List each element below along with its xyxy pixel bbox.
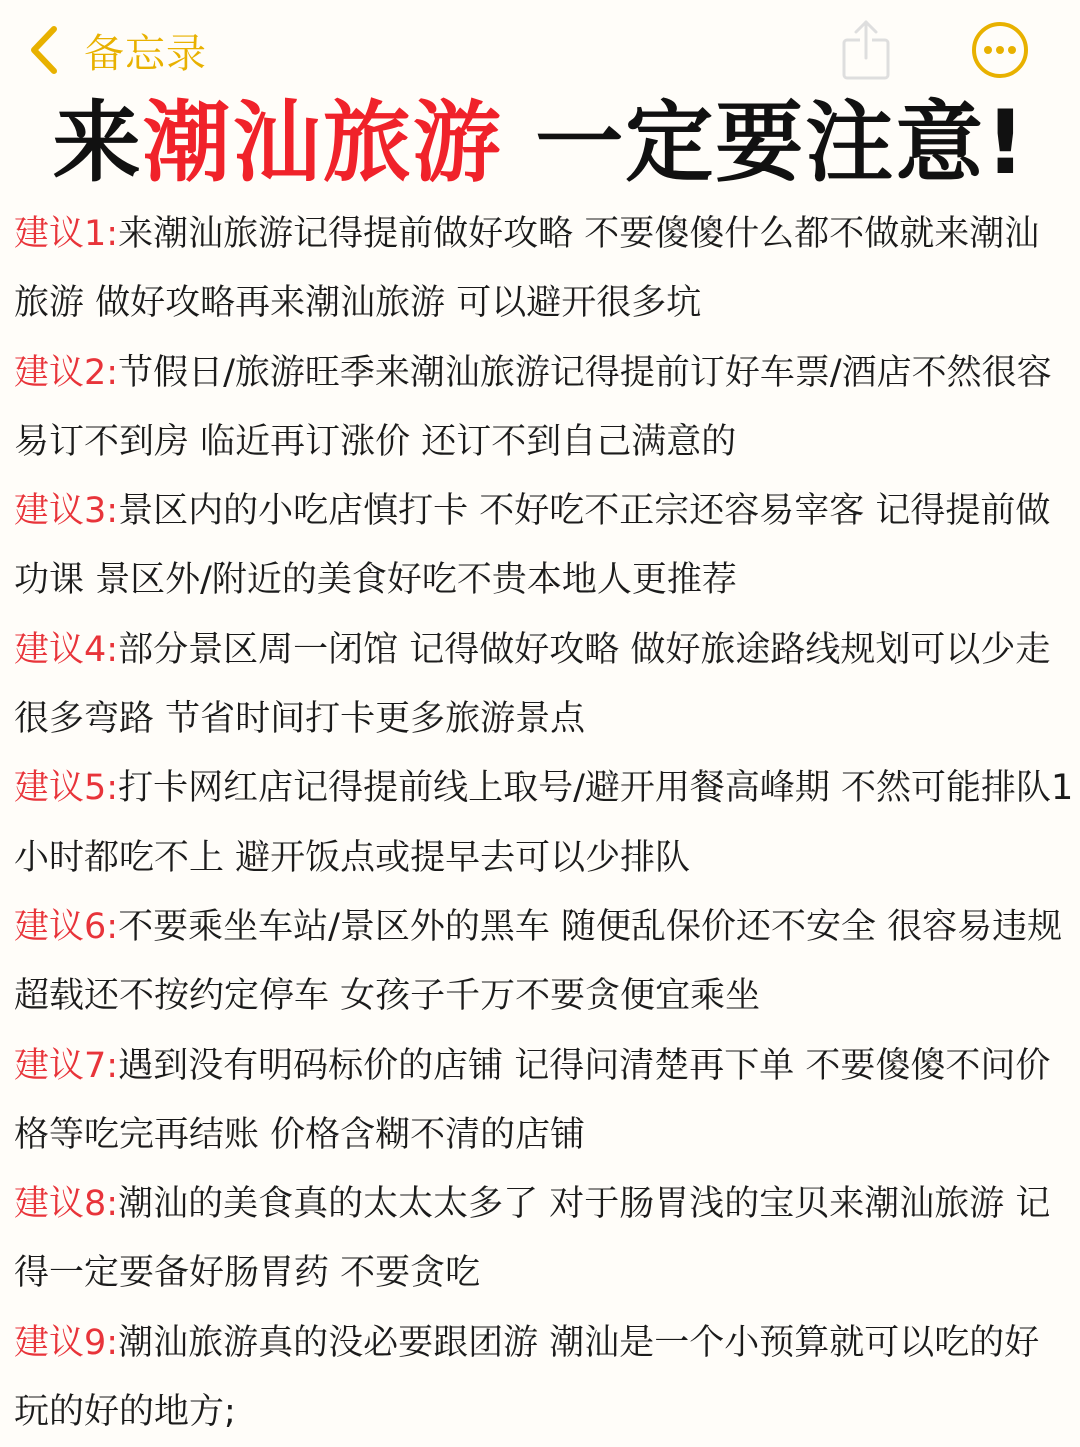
tip-label: 建议1:	[14, 214, 119, 254]
tip-label: 建议8:	[14, 1184, 119, 1225]
tip-text: 遇到没有明码标价的店铺 记得问清楚再下单 不要傻傻不问价格等吃完再结账 价格含糊不清的店铺	[14, 1045, 1051, 1155]
tip-item-7	[14, 1032, 1074, 1171]
tip-label: 建议4:	[14, 629, 119, 670]
tip-label: 建议5:	[14, 768, 119, 809]
tip-item-2	[14, 339, 1074, 478]
title-part-1: 来	[52, 91, 143, 194]
tip-label: 建议7:	[14, 1045, 119, 1086]
tip-text: 节假日/旅游旺季来潮汕旅游记得提前订好车票/酒店不然很容易订不到房 临近再订涨价 还订不到自己满意的	[14, 352, 1052, 462]
title-part-3: 一定要注意!	[502, 91, 1028, 194]
more-icon[interactable]	[970, 20, 1030, 80]
tip-text: 部分景区周一闭馆 记得做好攻略 做好旅途路线规划可以少走很多弯路 节省时间打卡更多旅游景点	[14, 629, 1051, 740]
title-highlight: 潮汕旅游	[142, 91, 503, 194]
tip-text: 来潮汕旅游记得提前做好攻略 不要傻傻什么都不做就来潮汕旅游 做好攻略再来潮汕旅游 可以避开很多坑	[14, 214, 1040, 324]
tip-item-5	[14, 754, 1074, 893]
tip-label: 建议9:	[14, 1322, 119, 1363]
back-label: 备忘录	[84, 30, 207, 77]
tip-label: 建议2:	[14, 352, 119, 393]
page-title	[0, 88, 1080, 198]
back-button[interactable]	[26, 22, 207, 78]
share-icon[interactable]	[838, 18, 894, 82]
tip-item-1	[14, 200, 1074, 339]
nav-bar	[0, 0, 1080, 92]
tip-label: 建议6:	[14, 906, 119, 947]
tip-item-4	[14, 616, 1074, 755]
tip-item-3	[14, 477, 1074, 616]
tip-item-8	[14, 1170, 1074, 1309]
tip-text: 打卡网红店记得提前线上取号/避开用餐高峰期 不然可能排队1小时都吃不上 避开饭点或提早去可以少排队	[14, 768, 1074, 878]
tip-text: 潮汕的美食真的太太太多了 对于肠胃浅的宝贝来潮汕旅游 记得一定要备好肠胃药 不要贪吃	[14, 1184, 1051, 1294]
chevron-left-icon	[26, 25, 62, 75]
tip-text: 潮汕旅游真的没必要跟团游 潮汕是一个小预算就可以吃的好玩的好的地方;	[14, 1322, 1040, 1433]
tip-text: 不要乘坐车站/景区外的黑车 随便乱保价还不安全 很容易违规超载还不按约定停车 女孩子千万不要贪便宜乘坐	[14, 906, 1063, 1017]
tip-item-6	[14, 893, 1074, 1032]
tip-label: 建议3:	[14, 491, 119, 532]
tips-list	[14, 200, 1074, 1447]
tip-text: 景区内的小吃店慎打卡 不好吃不正宗还容易宰客 记得提前做功课 景区外/附近的美食好吃不贵本地人更推荐	[14, 491, 1051, 601]
tip-item-9	[14, 1309, 1074, 1447]
